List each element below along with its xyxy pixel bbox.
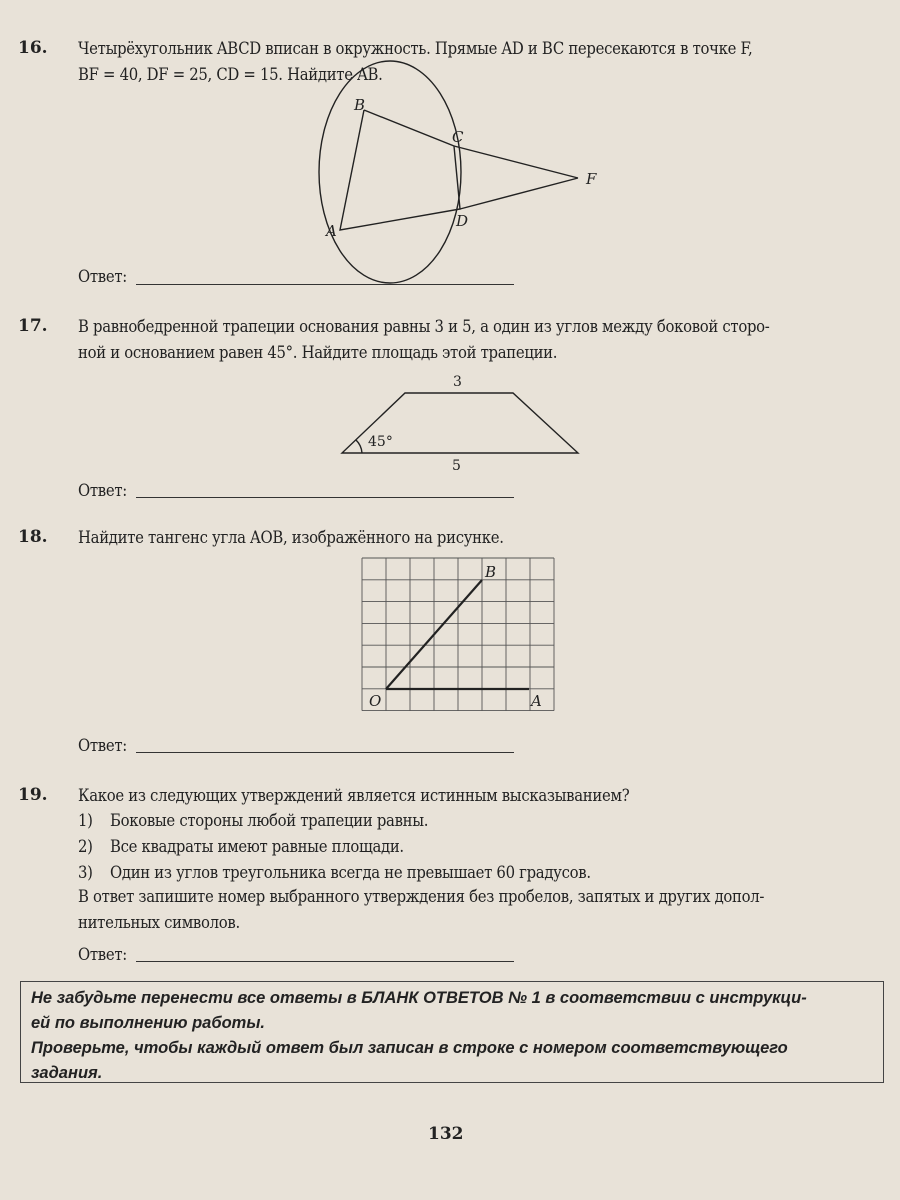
problem-18-answer-field[interactable] (136, 752, 514, 753)
label-o: O (369, 692, 382, 710)
label-b: B (354, 96, 366, 114)
notice-line1: Не забудьте перенести все ответы в БЛАНК ОТВЕТОВ № 1 в соответствии с инструкци- (31, 989, 807, 1007)
figure-grid (362, 558, 554, 711)
option-1 (78, 808, 591, 834)
problem-19-options (78, 808, 591, 886)
label-f: F (586, 170, 597, 188)
label-bottom-base: 5 (452, 458, 461, 474)
label-a2: A (531, 692, 542, 710)
option-2 (78, 834, 591, 860)
problem-19-answer-field[interactable] (136, 961, 514, 962)
instruction-line1: В ответ запишите номер выбранного утверждения без пробелов, запятых и других допол- (78, 887, 765, 906)
problem-17-line2: ной и основанием равен 45°. Найдите площадь этой трапеции. (78, 343, 558, 362)
problem-19-instruction (78, 884, 898, 936)
problem-16-number: 16. (18, 38, 48, 58)
option-text: Один из углов треугольника всегда не превышает 60 градусов. (110, 863, 591, 882)
label-c: C (452, 128, 464, 146)
option-text: Все квадраты имеют равные площади. (110, 837, 404, 856)
problem-18-text: Найдите тангенс угла AOB, изображённого на рисунке. (78, 528, 504, 547)
quadrilateral-abcd (340, 110, 460, 230)
figure-inscribed-quadrilateral (319, 61, 578, 283)
notice-box (20, 981, 884, 1083)
problem-16-answer-label: Ответ: (78, 267, 127, 286)
label-angle: 45° (368, 434, 393, 450)
problem-19-answer-label: Ответ: (78, 945, 127, 964)
problem-17-text (78, 314, 898, 366)
notice-line3: Проверьте, чтобы каждый ответ был записан в строке с номером соответствующего (31, 1039, 788, 1057)
problem-17-answer-field[interactable] (136, 497, 514, 498)
problem-18-answer-label: Ответ: (78, 736, 127, 755)
line-cf (454, 146, 578, 178)
option-number: 3) (78, 863, 93, 882)
option-3 (78, 860, 591, 886)
page-number: 132 (428, 1124, 464, 1144)
problem-17-line1: В равнобедренной трапеции основания равны 3 и 5, а один из углов между боковой сторо- (78, 317, 770, 336)
option-number: 1) (78, 811, 93, 830)
problem-17-number: 17. (18, 316, 48, 336)
label-top-base: 3 (453, 374, 462, 390)
problem-19-number: 19. (18, 785, 48, 805)
notice-line4: задания. (31, 1064, 103, 1082)
label-b2: B (485, 563, 497, 581)
instruction-line2: нительных символов. (78, 913, 240, 932)
problem-18-number: 18. (18, 527, 48, 547)
problem-16-answer-field[interactable] (136, 284, 514, 285)
label-a: A (326, 222, 337, 240)
option-number: 2) (78, 837, 93, 856)
line-df (460, 178, 578, 209)
option-text: Боковые стороны любой трапеции равны. (110, 811, 429, 830)
problem-16-line1: Четырёхугольник ABCD вписан в окружность. Прямые AD и BC пересекаются в точке F, (78, 39, 753, 58)
circle (319, 61, 461, 283)
problem-17-answer-label: Ответ: (78, 481, 127, 500)
label-d: D (456, 212, 469, 230)
angle-arc (356, 440, 362, 453)
notice-line2: ей по выполнению работы. (31, 1014, 265, 1032)
problem-19-question: Какое из следующих утверждений является истинным высказыванием? (78, 786, 630, 805)
problem-16-line2: BF = 40, DF = 25, CD = 15. Найдите AB. (78, 65, 383, 84)
